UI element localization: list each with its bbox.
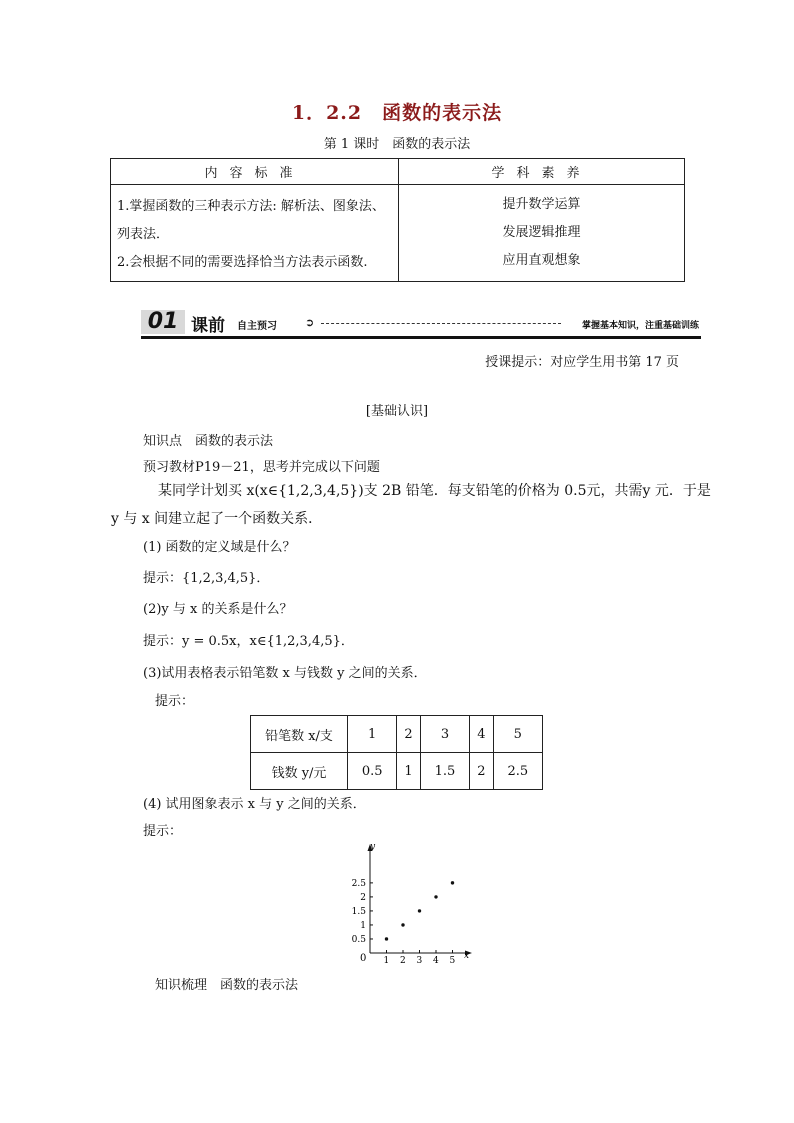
- preview-instruction: 预习教材P19－21，思考并完成以下问题: [143, 460, 380, 475]
- data-point: [401, 923, 404, 926]
- literacy-item: 提升数学运算: [502, 197, 581, 212]
- literacy-header: 学科素养: [399, 159, 685, 185]
- knowledge-summary: 知识梳理 函数的表示法: [155, 978, 299, 993]
- banner-motto: 掌握基本知识，注重基础训练: [581, 321, 699, 331]
- x-tick-label: 4: [433, 956, 439, 965]
- value-table-cell: 1.5: [420, 753, 469, 790]
- question-2: (2)y 与 x 的关系是什么？: [143, 602, 293, 617]
- y-tick-label: 1.5: [351, 906, 366, 917]
- value-table-cell: 2: [470, 753, 493, 790]
- y-tick-label: 2.5: [351, 878, 366, 889]
- question-1: (1) 函数的定义域是什么？: [143, 540, 296, 555]
- value-table-row-label: 钱数 y/元: [251, 753, 348, 790]
- value-table-cell: 2.5: [493, 753, 542, 790]
- data-point: [418, 909, 421, 912]
- value-table-row-label: 铅笔数 x/支: [251, 716, 348, 753]
- y-axis-label: y: [370, 842, 376, 852]
- banner-subtitle: 自主预习: [237, 321, 277, 332]
- content-standard-cell: [111, 185, 399, 282]
- section-banner: [141, 310, 701, 336]
- banner-number: 01: [141, 310, 185, 334]
- question-4: (4) 试用图象表示 x 与 y 之间的关系．: [143, 797, 366, 812]
- y-tick-label: 1: [360, 920, 366, 931]
- standards-table: [110, 158, 685, 282]
- x-tick-label: 5: [449, 956, 456, 965]
- value-table: [250, 715, 543, 790]
- data-point: [451, 881, 454, 884]
- literacy-item: 发展逻辑推理: [502, 225, 581, 240]
- y-tick-label: 0.5: [351, 934, 366, 945]
- section-title: [基础认识]: [365, 404, 429, 419]
- x-tick-label: 3: [416, 956, 423, 965]
- value-table-cell: 0.5: [348, 753, 397, 790]
- value-table-cell: 1: [348, 716, 397, 753]
- problem-line-1: 某同学计划买 x(x∈{1,2,3,4,5})支 2B 铅笔．每支铅笔的价格为 0.5元，共需y 元．于是: [158, 483, 711, 499]
- lesson-title: 1．2.2 函数的表示法: [291, 102, 503, 124]
- x-axis-label: x: [464, 951, 470, 961]
- data-point: [434, 895, 437, 898]
- data-point: [385, 937, 388, 940]
- question-3: (3)试用表格表示铅笔数 x 与钱数 y 之间的关系．: [143, 666, 427, 681]
- value-table-cell: 5: [493, 716, 542, 753]
- teaching-hint: 授课提示：对应学生用书第 17 页: [485, 355, 679, 370]
- x-tick-label: 2: [400, 956, 406, 965]
- content-line-1: 1.掌握函数的三种表示方法: 解析法、图象法、: [117, 199, 385, 214]
- answer-2: 提示：y = 0.5x，x∈{1,2,3,4,5}．: [143, 634, 354, 649]
- content-line-3: 2.会根据不同的需要选择恰当方法表示函数.: [117, 255, 368, 270]
- literacy-item: 应用直观想象: [502, 253, 581, 268]
- answer-3: 提示：: [155, 694, 195, 709]
- literacy-cell: [399, 185, 685, 282]
- scatter-chart: [340, 840, 480, 965]
- lesson-subtitle: 第 1 课时 函数的表示法: [323, 137, 471, 152]
- value-table-cell: 1: [397, 753, 420, 790]
- value-table-cell: 2: [397, 716, 420, 753]
- knowledge-point: 知识点 函数的表示法: [143, 434, 274, 449]
- y-tick-label: 2: [360, 892, 366, 903]
- banner-divider: [321, 323, 561, 324]
- content-line-2: 列表法．: [117, 227, 170, 242]
- value-table-cell: 4: [470, 716, 493, 753]
- problem-line-2: y 与 x 间建立起了一个函数关系．: [111, 511, 323, 527]
- answer-1: 提示：{1,2,3,4,5}．: [143, 571, 270, 586]
- value-table-cell: 3: [420, 716, 469, 753]
- banner-word: 课前: [191, 316, 225, 336]
- circle-arrow-icon: ➲: [305, 316, 315, 329]
- banner-rule: [141, 336, 701, 339]
- origin-label: 0: [360, 953, 367, 964]
- x-tick-label: 1: [383, 956, 390, 965]
- answer-4: 提示：: [143, 824, 183, 839]
- content-standard-header: 内容标准: [111, 159, 399, 185]
